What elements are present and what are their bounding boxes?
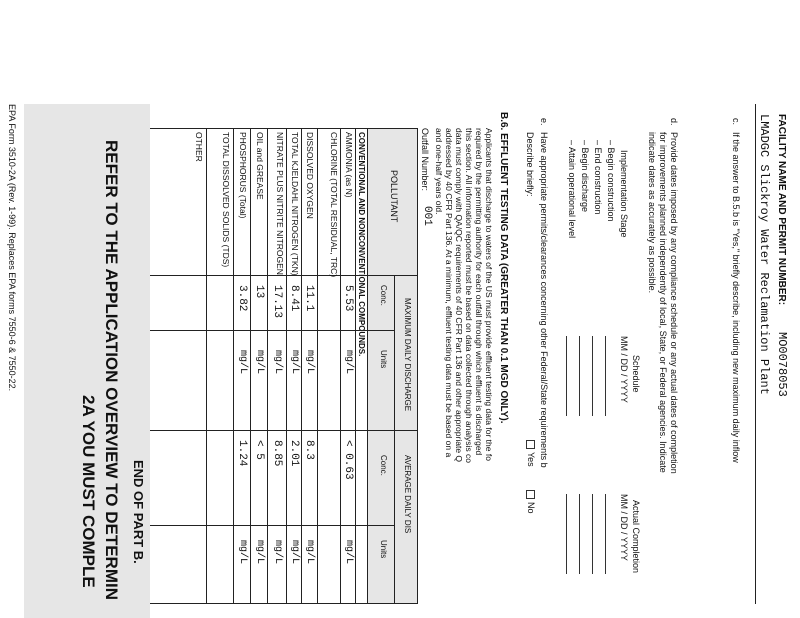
row-rule bbox=[301, 128, 302, 603]
facility-name: LMADGC Slickroy Water Reclamation Plant bbox=[757, 114, 771, 395]
max-conc-value: 8.41 bbox=[288, 285, 300, 312]
date-blank[interactable] bbox=[579, 494, 580, 574]
subheader-rule bbox=[394, 275, 395, 603]
date-blank[interactable] bbox=[605, 336, 606, 416]
max-units-value: mg/L bbox=[343, 350, 354, 375]
col-max-daily: MAXIMUM DAILY DISCHARGE bbox=[403, 298, 412, 412]
row-rule bbox=[340, 128, 341, 603]
avg-conc-value: 1.24 bbox=[236, 440, 248, 467]
max-units-value: mg/L bbox=[289, 350, 300, 375]
schedule-format: MM / DD / YYYY bbox=[619, 336, 629, 403]
max-conc-value: 11.1 bbox=[303, 285, 315, 312]
item-d-line1: Provide dates imposed by any compliance schedule or any actual dates of completion bbox=[669, 132, 679, 474]
sub-avg-units: Units bbox=[379, 540, 388, 559]
sub-max-conc: Conc. bbox=[379, 285, 388, 306]
item-e-text: Have appropriate permits/clearances concerning other Federal/State requirements b bbox=[539, 132, 549, 468]
avg-units-value: mg/L bbox=[289, 540, 300, 565]
item-e-describe: Describe briefly: bbox=[525, 132, 535, 197]
row-rule bbox=[233, 128, 234, 603]
date-blank[interactable] bbox=[592, 494, 593, 574]
pollutant-name: AMMONIA (as N) bbox=[344, 132, 354, 198]
section-b6-title: B.6. EFFLUENT TESTING DATA (GREATER THAN 0.1 MGD ONLY). bbox=[498, 112, 509, 424]
item-d-line3: indicate dates as accurately as possible. bbox=[647, 132, 657, 294]
avg-units-value: mg/L bbox=[272, 540, 283, 565]
schedule-header: Schedule bbox=[631, 355, 641, 393]
actual-format: MM / DD / YYYY bbox=[619, 494, 629, 561]
avg-conc-value: 8.85 bbox=[271, 440, 283, 467]
col-pollutant: POLLUTANT bbox=[389, 170, 399, 223]
avg-conc-value: < 5 bbox=[253, 440, 265, 460]
b6-intro-5: addressed by 40 CFR Part 136. At a minimum, effluent testing data must be based on a bbox=[444, 128, 454, 458]
avg-units-value: mg/L bbox=[254, 540, 265, 565]
avg-conc-value: < 0.63 bbox=[342, 440, 354, 480]
sub-avg-conc: Conc. bbox=[379, 455, 388, 476]
row-rule bbox=[267, 128, 268, 603]
pollutant-name: NITRATE PLUS NITRITE NITROGEN bbox=[275, 132, 285, 275]
max-units-value: mg/L bbox=[272, 350, 283, 375]
permit-number: MO0078053 bbox=[775, 332, 789, 397]
col-average-daily: AVERAGE DAILY DIS bbox=[403, 455, 412, 534]
row-rule bbox=[206, 128, 207, 603]
yes-checkbox[interactable] bbox=[526, 440, 535, 449]
b6-intro-1: Applicants that discharge to waters of the US must provide effluent testing data for the fo bbox=[484, 128, 494, 461]
item-c-label: c. bbox=[731, 118, 741, 126]
header-rule bbox=[755, 104, 756, 604]
col-rule bbox=[150, 330, 395, 331]
stage-attain-operational: – Attain operational level bbox=[567, 140, 577, 239]
max-units-value: mg/L bbox=[304, 350, 315, 375]
avg-units-value: mg/L bbox=[343, 540, 354, 565]
col-rule bbox=[150, 430, 418, 431]
item-c-text: If the answer to B.5.b is "Yes," briefly describe, including new maximum daily inflow bbox=[731, 132, 741, 463]
b6-intro-3: this section. All information reported must be based on data collected through analysis co bbox=[464, 128, 474, 463]
no-label: No bbox=[526, 502, 536, 514]
facility-title-label: FACILITY NAME AND PERMIT NUMBER: bbox=[776, 114, 787, 306]
date-blank[interactable] bbox=[566, 336, 567, 416]
avg-conc-value: 8.3 bbox=[303, 440, 315, 460]
pollutant-name: PHOSPHORUS (Total) bbox=[238, 132, 248, 219]
refer-line-2: 2A YOU MUST COMPLE bbox=[79, 395, 98, 588]
outfall-number: 001 bbox=[421, 206, 433, 226]
stage-end-construction: – End construction bbox=[593, 140, 603, 215]
form-info: EPA Form 3510-2A (Rev. 1-99). Replaces EPA forms 7550-6 & 7550-22. bbox=[7, 104, 17, 392]
stage-implementation: Implementation Stage bbox=[619, 150, 629, 238]
refer-line-1: REFER TO THE APPLICATION OVERVIEW TO DETERMIN bbox=[102, 140, 121, 600]
max-units-value: mg/L bbox=[237, 350, 248, 375]
category-label: CONVENTIONAL AND NONCONVENTIONAL COMPOUNDS. bbox=[357, 132, 366, 357]
b6-intro-4: data must comply with QA/QC requirements of 40 CFR Part 136 and other appropriate Q bbox=[454, 128, 464, 463]
end-of-part-b: END OF PART B. bbox=[131, 460, 146, 564]
pollutant-name: TOTAL KJELDAHL NITROGEN (TKN) bbox=[290, 132, 300, 276]
pollutant-name: OIL and GREASE bbox=[255, 132, 265, 200]
col-rule bbox=[150, 275, 418, 276]
col-rule bbox=[150, 603, 418, 604]
date-blank[interactable] bbox=[605, 494, 606, 574]
avg-units-value: mg/L bbox=[304, 540, 315, 565]
col-rule bbox=[150, 525, 395, 526]
stage-begin-construction: – Begin construction bbox=[606, 140, 616, 222]
header-bottom-rule bbox=[367, 128, 368, 603]
row-rule bbox=[250, 128, 251, 603]
date-blank[interactable] bbox=[579, 336, 580, 416]
no-checkbox[interactable] bbox=[526, 490, 535, 499]
row-rule bbox=[286, 128, 287, 603]
pollutant-name: DISSOLVED OXYGEN bbox=[305, 132, 315, 219]
max-conc-value: 5.53 bbox=[342, 285, 354, 312]
max-conc-value: 3.82 bbox=[236, 285, 248, 312]
pollutant-name: OTHER bbox=[194, 132, 204, 162]
outfall-label: Outfall Number: bbox=[420, 128, 430, 192]
avg-units-value: mg/L bbox=[237, 540, 248, 565]
sub-max-units: Units bbox=[379, 350, 388, 369]
max-conc-value: 17.13 bbox=[271, 285, 283, 319]
max-conc-value: 13 bbox=[253, 285, 265, 299]
max-units-value: mg/L bbox=[254, 350, 265, 375]
category-bottom-rule bbox=[355, 128, 356, 603]
actual-header: Actual Completion bbox=[631, 500, 641, 574]
b6-intro-2: required by the permitting authority for each outfall through which effluent is discharged bbox=[474, 128, 484, 456]
item-e-label: e. bbox=[539, 118, 549, 126]
col-rule bbox=[150, 128, 418, 129]
b6-intro-6: and one-half years old. bbox=[434, 128, 444, 215]
avg-conc-value: 2.01 bbox=[288, 440, 300, 467]
table-top-rule bbox=[417, 128, 418, 603]
stage-begin-discharge: – Begin discharge bbox=[580, 140, 590, 213]
row-rule bbox=[317, 128, 318, 603]
item-d-label: d. bbox=[669, 118, 679, 126]
date-blank[interactable] bbox=[592, 336, 593, 416]
pollutant-name: CHLORINE (TOTAL RESIDUAL, TRC) bbox=[329, 132, 339, 278]
pollutant-name: TOTAL DISSOLVED SOLIDS (TDS) bbox=[221, 132, 231, 268]
date-blank[interactable] bbox=[566, 494, 567, 574]
yes-label: Yes bbox=[526, 452, 536, 467]
item-d-line2: for improvements planned independently of local, State, or Federal agencies. Indicate bbox=[658, 132, 668, 473]
